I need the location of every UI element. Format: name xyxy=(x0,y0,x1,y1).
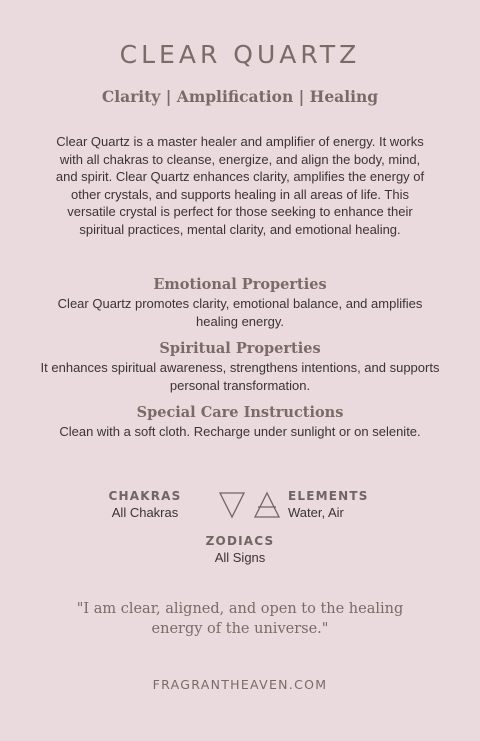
intro-paragraph: Clear Quartz is a master healer and amplifier of energy. It works with all chakras to cleanse, energize, and align the body, mind, and spirit. Clear Quartz enhances clarity, amplifies the energy of other crystals, and supports healing in all areas of life. This versatile crystal is perfect for those seeking to enhance their spiritual practices, mental clarity, and emotional healing. xyxy=(55,134,425,237)
page-title: CLEAR QUARTZ xyxy=(119,40,361,69)
zodiacs-label: ZODIACS xyxy=(205,534,275,548)
zodiacs-block xyxy=(190,534,290,565)
elements-value: Water, Air xyxy=(288,505,344,520)
chakras-value: All Chakras xyxy=(111,505,179,520)
emotional-properties-section xyxy=(40,275,440,330)
chakras-block xyxy=(96,489,194,520)
section-text: It enhances spiritual awareness, strengthens intentions, and supports personal transformation. xyxy=(40,360,440,393)
element-symbols xyxy=(218,491,284,519)
section-text: Clear Quartz promotes clarity, emotional balance, and amplifies healing energy. xyxy=(57,296,423,329)
chakras-label: CHAKRAS xyxy=(108,489,182,503)
elements-block xyxy=(288,489,369,520)
section-heading: Emotional Properties xyxy=(153,276,327,293)
website-url: FRAGRANTHEAVEN.COM xyxy=(152,677,328,692)
water-element-icon xyxy=(220,493,244,517)
page-subtitle: Clarity | Amplification | Healing xyxy=(101,87,379,106)
elements-label: ELEMENTS xyxy=(288,489,369,503)
air-element-icon xyxy=(255,493,279,517)
section-text: Clean with a soft cloth. Recharge under sunlight or on selenite. xyxy=(59,424,421,439)
zodiacs-value: All Signs xyxy=(214,550,266,565)
section-heading: Spiritual Properties xyxy=(159,340,321,357)
care-instructions-section xyxy=(40,403,440,441)
spiritual-properties-section xyxy=(40,339,440,394)
affirmation-quote: "I am clear, aligned, and open to the healing energy of the universe." xyxy=(76,601,404,637)
section-heading: Special Care Instructions xyxy=(136,404,344,421)
